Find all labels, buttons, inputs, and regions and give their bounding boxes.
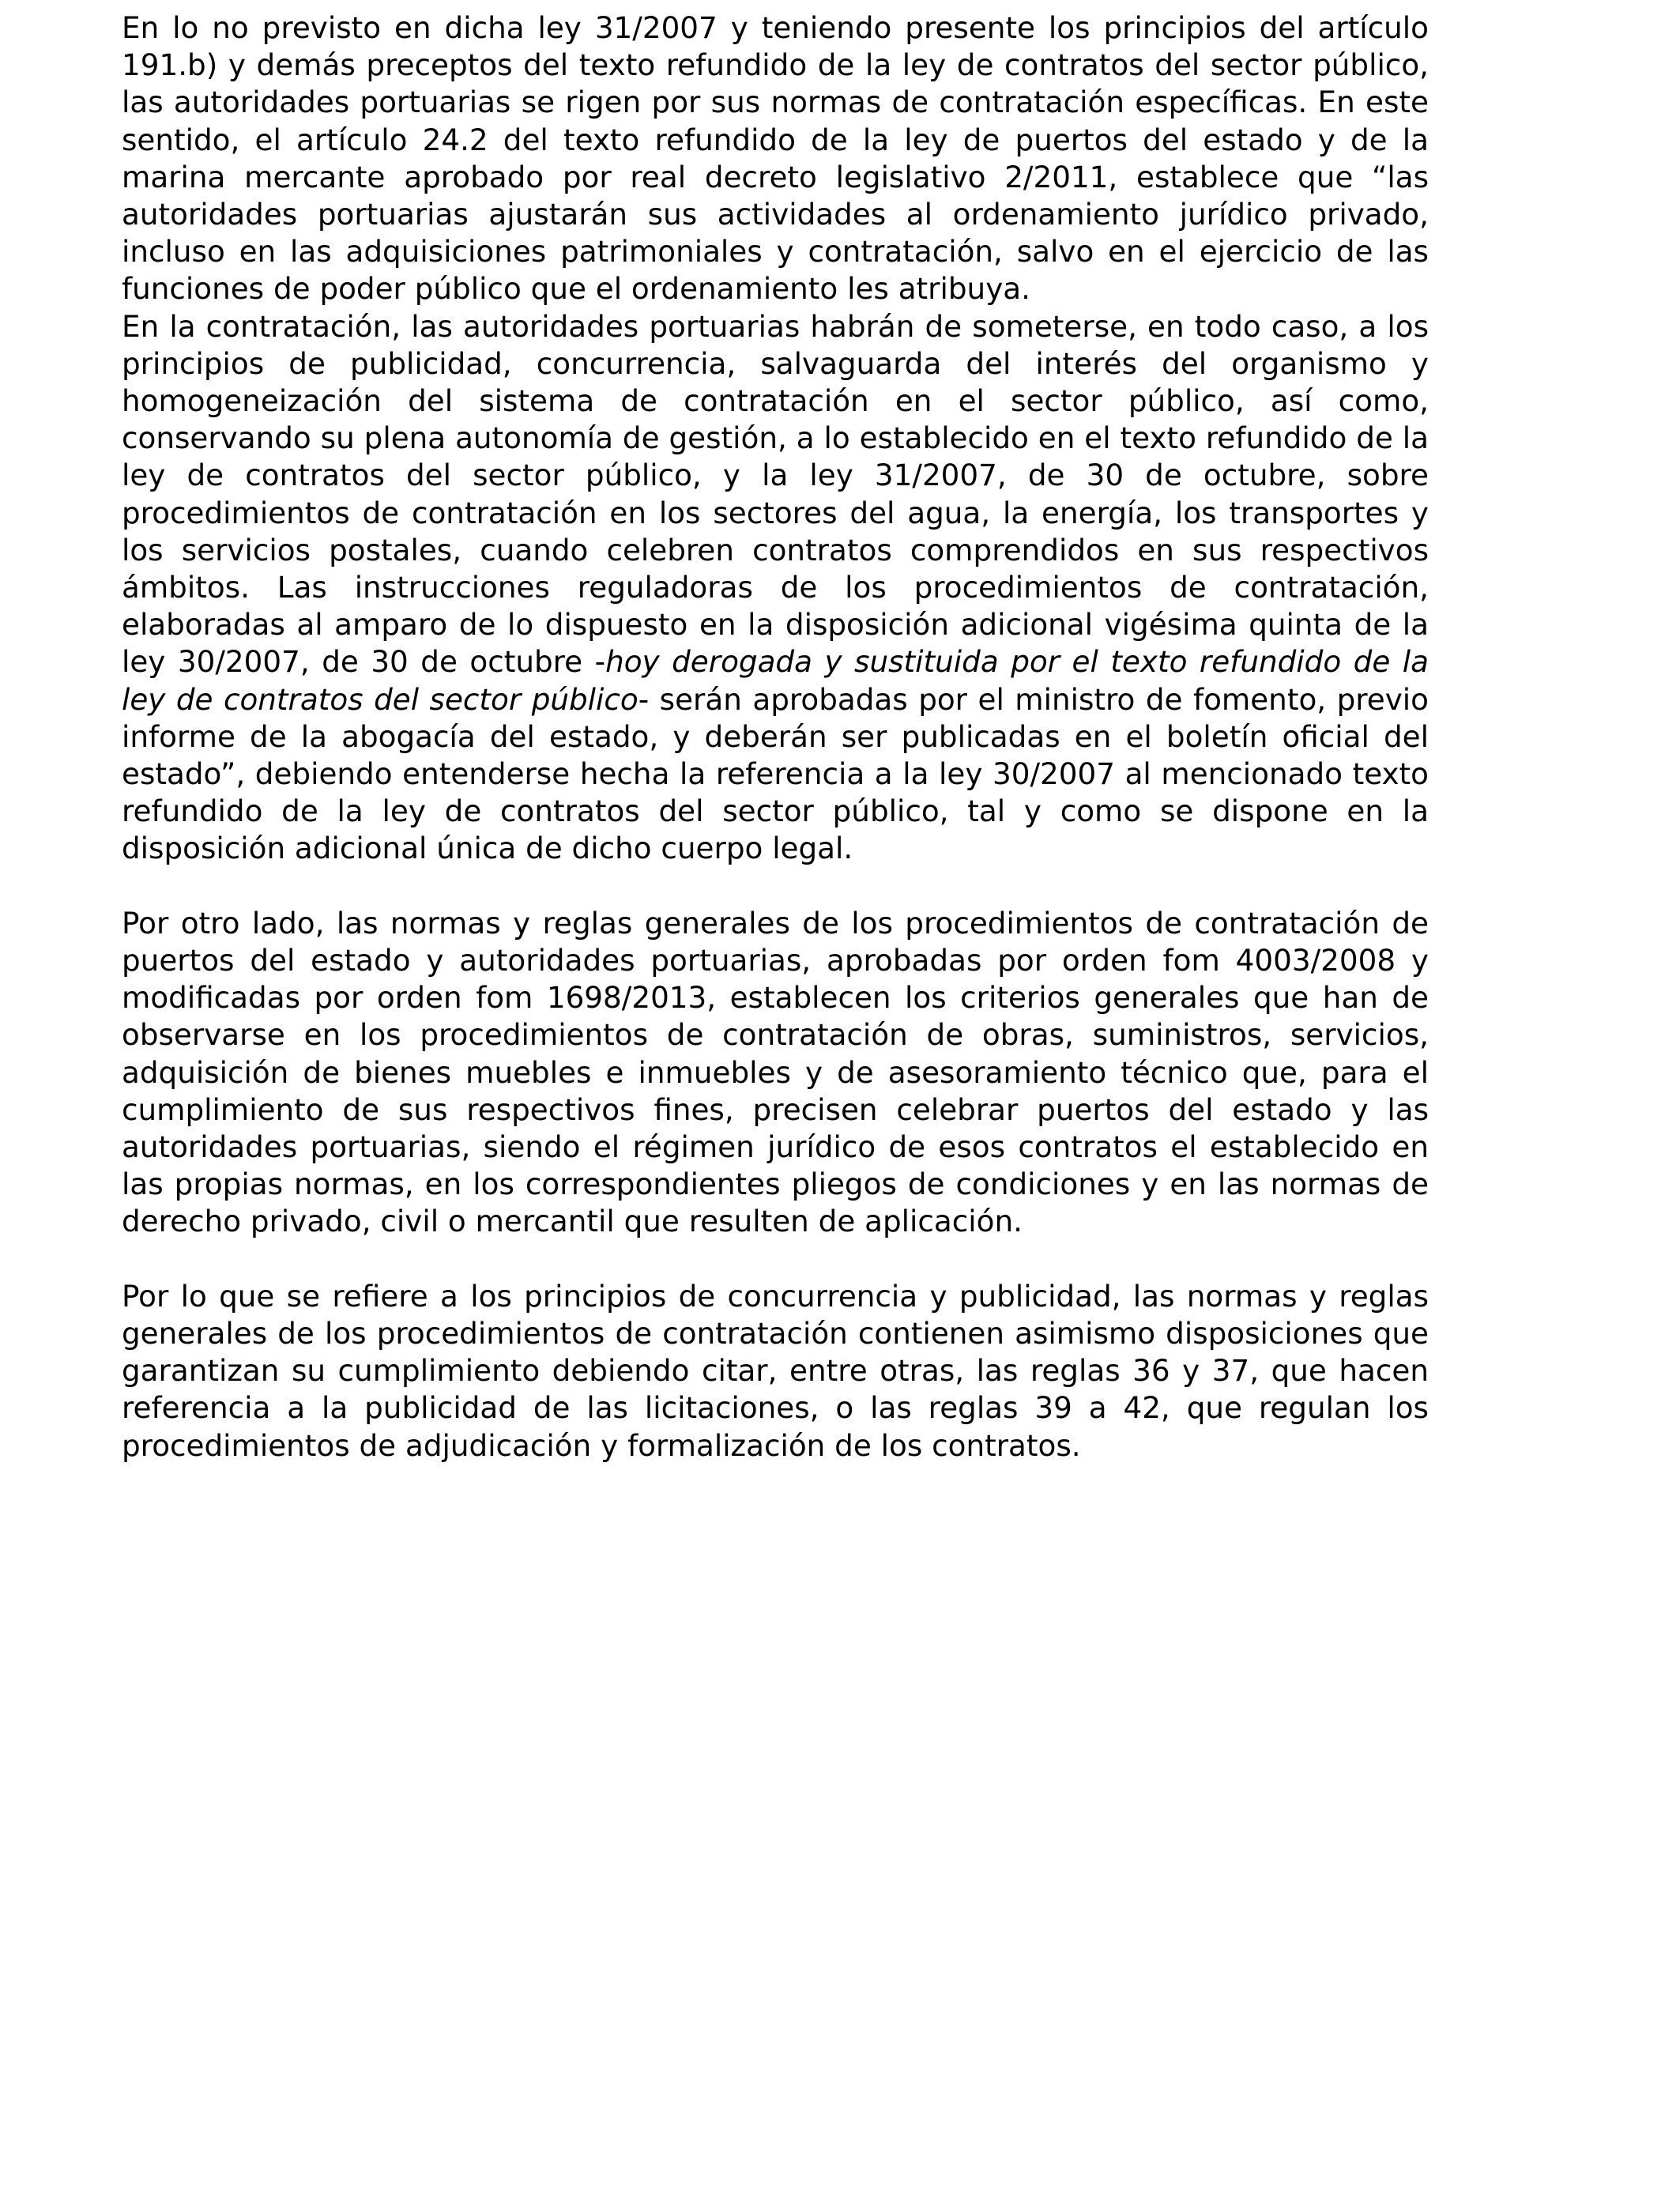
paragraph-spacer — [122, 868, 1429, 905]
paragraph-ley-31-2007: En lo no previsto en dicha ley 31/2007 y teniendo presente los principios del artículo 191.b) y demás preceptos del texto refundido de la ley de contratos del sector público, las autoridades portuarias se rigen por sus normas de contratación específicas. En este sentido, el artículo 24.2 del texto refundido de la ley de puertos del estado y de la marina mercante aprobado por real decreto legislativo 2/2011, establece que “las autoridades portuarias ajustarán sus actividades al ordenamiento jurídico privado, incluso en las adquisiciones patrimoniales y contratación, salvo en el ejercicio de las funciones de poder público que el ordenamiento les atribuya. — [122, 10, 1429, 307]
paragraph-contratacion-principios — [122, 308, 1429, 868]
paragraph-spacer — [122, 1241, 1429, 1278]
italic-note: hoy derogada y sustituida por el texto refundido de la ley de contratos del sector público — [122, 644, 1429, 717]
paragraph-normas-reglas-generales: Por otro lado, las normas y reglas generales de los procedimientos de contratación de puertos del estado y autoridades portuarias, aprobadas por orden fom 4003/2008 y modificadas por orden fom 1698/2013, establecen los criterios generales que han de observarse en los procedimientos de contratación de obras, suministros, servicios, adquisición de bienes muebles e inmuebles y de asesoramiento técnico que, para el cumplimiento de sus respectivos fines, precisen celebrar puertos del estado y las autoridades portuarias, siendo el régimen jurídico de esos contratos el establecido en las propias normas, en los correspondientes pliegos de condiciones y en las normas de derecho privado, civil o mercantil que resulten de aplicación. — [122, 905, 1429, 1239]
paragraph-concurrencia-publicidad: Por lo que se refiere a los principios de concurrencia y publicidad, las normas y reglas generales de los procedimientos de contratación contienen asimismo disposiciones que garantizan su cumplimiento debiendo citar, entre otras, las reglas 36 y 37, que hacen referencia a la publicidad de las licitaciones, o las reglas 39 a 42, que regulan los procedimientos de adjudicación y formalización de los contratos. — [122, 1278, 1429, 1463]
paragraph-text-before-italic: En la contratación, las autoridades portuarias habrán de someterse, en todo caso, a los principios de publicidad, concurrencia, salvaguarda del interés del organismo y homogeneización del sistema de contratación en el sector público, así como, conservando su plena autonomía de gestión, a lo establecido en el texto refundido de la ley de contratos del sector público, y la ley 31/2007, de 30 de octubre, sobre procedimientos de contratación en los sectores del agua, la energía, los transportes y los servicios postales, cuando celebren contratos comprendidos en sus respectivos ámbitos. Las instrucciones reguladoras de los procedimientos de contratación, elaboradas al amparo de lo dispuesto en la disposición adicional vigésima quinta de la ley 30/2007, de 30 de octubre - — [122, 308, 1429, 680]
document-page — [122, 9, 1429, 1465]
paragraph-text-after-italic: - serán aprobadas por el ministro de fomento, previo informe de la abogacía del estado, y deberán ser publicadas en el boletín oficial del estado”, debiendo entenderse hecha la referencia a la ley 30/2007 al mencionado texto refundido de la ley de contratos del sector público, tal y como se dispone en la disposición adicional única de dicho cuerpo legal. — [122, 681, 1429, 866]
